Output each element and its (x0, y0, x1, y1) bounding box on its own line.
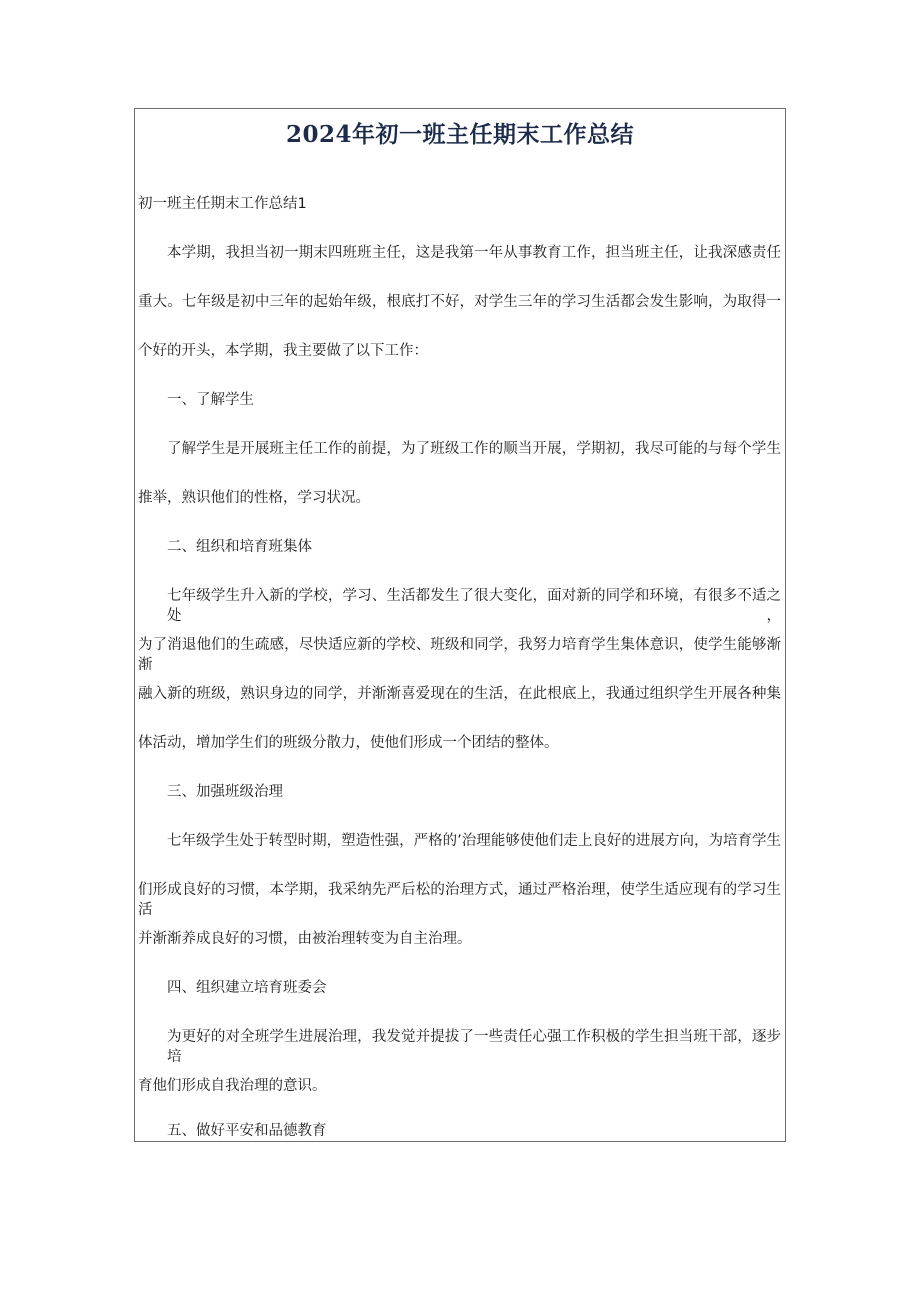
paragraph-line: 七年级学生升入新的学校，学习、生活都发生了很大变化，面对新的同学和环境，有很多不适之处， (167, 588, 781, 624)
section-subtitle: 初一班主任期末工作总结1 (138, 196, 307, 212)
paragraph-line: 为了消退他们的生疏感，尽快适应新的学校、班级和同学，我努力培育学生集体意识，使学生能够渐渐 (138, 637, 781, 673)
paragraph-line: 们形成良好的习惯，本学期，我采纳先严后松的治理方式，通过严格治理，使学生适应现有的学习生活 (138, 882, 781, 918)
paragraph-line: 为更好的对全班学生进展治理，我发觉并提拔了一些责任心强工作积极的学生担当班干部，逐步培 (167, 1029, 781, 1065)
paragraph-line: 本学期，我担当初一期末四班班主任，这是我第一年从事教育工作，担当班主任，让我深感责任 (167, 245, 781, 261)
paragraph-line: 重大。七年级是初中三年的起始年级，根底打不好，对学生三年的学习生活都会发生影响，为取得一 (138, 294, 781, 310)
paragraph-line: 推举，熟识他们的性格，学习状况。 (138, 490, 370, 506)
paragraph-line: 体活动，增加学生们的班级分散力，使他们形成一个团结的整体。 (138, 735, 559, 751)
paragraph-line: 七年级学生处于转型时期，塑造性强，严格的’治理能够使他们走上良好的进展方向，为培育学生 (167, 833, 781, 849)
document-page (134, 108, 786, 1142)
document-title: 2024年初一班主任期末工作总结 (285, 121, 634, 148)
section-heading: 四、组织建立培育班委会 (167, 980, 327, 996)
section-heading: 五、做好平安和品德教育 (167, 1123, 327, 1139)
section-heading: 二、组织和培育班集体 (167, 539, 312, 555)
paragraph-line: 并渐渐养成良好的习惯，由被治理转变为自主治理。 (138, 931, 472, 947)
section-heading: 三、加强班级治理 (167, 784, 283, 800)
paragraph-line: 育他们形成自我治理的意识。 (138, 1078, 327, 1094)
paragraph-line: 个好的开头，本学期，我主要做了以下工作： (138, 343, 428, 359)
paragraph-line: 了解学生是开展班主任工作的前提，为了班级工作的顺当开展，学期初，我尽可能的与每个学生 (167, 441, 781, 457)
section-heading: 一、了解学生 (167, 392, 254, 408)
paragraph-line: 融入新的班级，熟识身边的同学，并渐渐喜爱现在的生活，在此根底上，我通过组织学生开展各种集 (138, 686, 781, 702)
